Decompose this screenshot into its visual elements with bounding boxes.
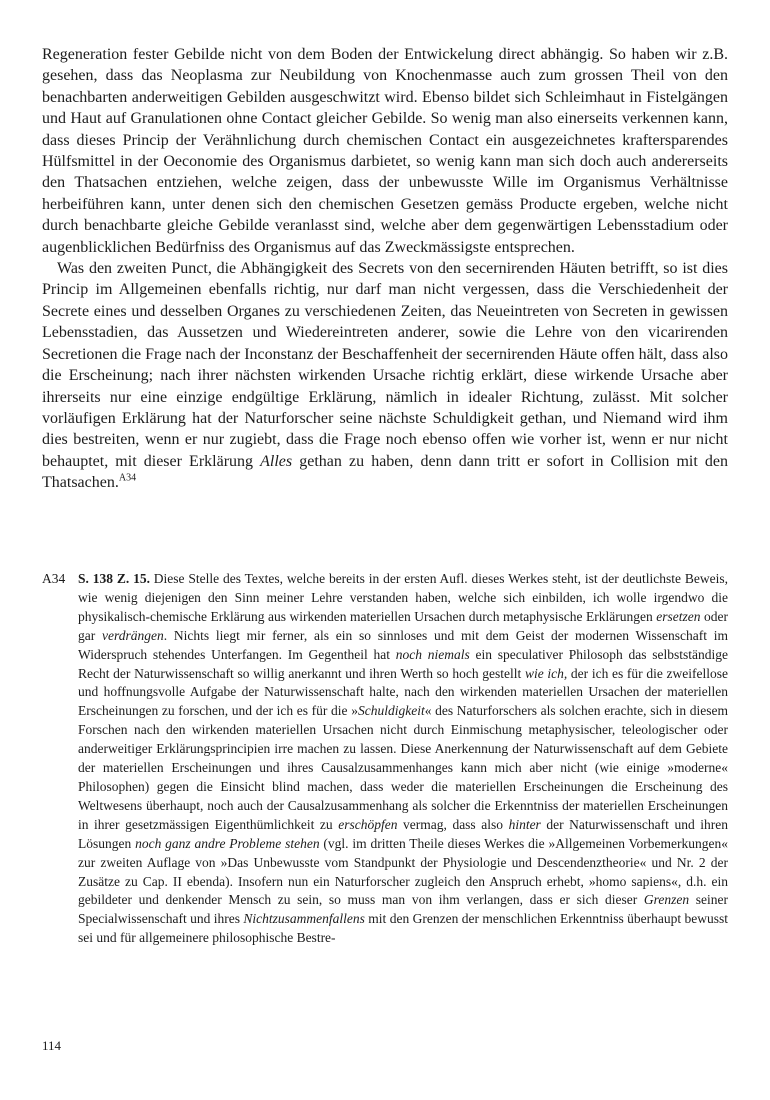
text-run: . Nichts liegt mir ferner, als ein so sinnloses und mit dem Geist der modernen Wissenschaft im Widerspruch stehendes Unterfangen. Im Gegentheil hat	[78, 627, 728, 662]
text-run: Schuldigkeit	[357, 703, 425, 719]
text-run: oder gar	[78, 608, 728, 643]
text-run: erschöpfen	[338, 816, 398, 832]
text-run: der Naturwissenschaft und ihren Lösungen	[78, 816, 728, 851]
text-run: seiner Specialwissenschaft und ihres	[78, 892, 728, 927]
text-run: vermag, dass also	[397, 816, 509, 832]
text-run: der ich es für die zweifellose und hoffnungsvolle Aufgabe der Naturwissenschaft halte, nach den wirkenden materiellen Ursachen der materiellen Erscheinungen zu forschen, und der ich es für die »	[78, 665, 728, 719]
body-paragraph	[42, 258, 728, 493]
text-run: ein speculativer Philosoph das selbstständige Recht der Naturwissenschaft so willig anerkannt und ihren Werth so hoch gestellt	[78, 646, 728, 681]
annotation-label: A34	[42, 571, 66, 586]
text-run: Grenzen	[643, 892, 690, 908]
text-run: verdrängen	[102, 627, 164, 643]
text-run: Nichtzusammenfallens	[243, 911, 365, 927]
annotation-text	[78, 570, 728, 948]
text-run: S. 138 Z. 15.	[78, 571, 150, 586]
text-run: (vgl. im dritten Theile dieses Werkes die »Allgemeinen Vorbemerkungen« zur zweiten Auflage von »Das Unbewusste vom Standpunkt der Physiologie und Descendenztheorie« und Nr. 2 der Zusätze zu Cap. II ebenda). Insofern nun ein Naturforscher zugleich den Anspruch erhebt, »homo sapiens«, d.h. ein gebildeter und denkender Mensch zu sein, so muss man von ihm verlangen, dass er sich dieser	[78, 835, 728, 908]
text-run: Diese Stelle des Textes, welche bereits in der ersten Aufl. dieses Werkes steht, ist der deutlichste Beweis, wie wenig diejenigen den Sinn meiner Lehre verstanden haben, welche sich einbilden, ich wolle irgendwo die physikalisch-chemische Erklärung aus wirkenden materiellen Ursachen durch metaphysische Erklärungen	[78, 571, 728, 624]
text-run: Was den zweiten Punct, die Abhängigkeit des Secrets von den secernirenden Häuten betrifft, so ist dies Princip im Allgemeinen ebenfalls richtig, nur darf man nicht vergessen, dass die Verschiedenheit der Secrete eines und desselben Organes zu verschiedenen Zeiten, das Neueintreten von Secreten in gewissen Lebensstadien, das Aussetzen und Wiedereintreten anderer, sowie die Lehre von den vicarirenden Secretionen die Frage nach der Inconstanz der Beschaffenheit der secernirenden Häute offen hält, dass also die Erscheinung; nach ihrer nächsten wirkenden Ursache richtig erklärt, diese wirkende Ursache aber ihrerseits nur eine einzige endgültige Erklärung, nämlich in idealer Richtung, zulässt. Mit solcher vorläufigen Erklärung hat der Naturforscher seine nächste Schuldigkeit gethan, und Niemand wird ihm dies bestreiten, wenn er nur zugiebt, dass die Frage noch ebenso offen wie vorher ist, wenn er nur nicht behauptet, mit dieser Erklärung	[42, 260, 728, 470]
text-run: « des Naturforschers als solchen erachte, sich in diesem Forschen nach den wirkenden materiellen Ursachen nicht durch Einmischung metaphysischer, teleologischer oder anderweitiger Erklärungsprincipien irre machen zu lassen. Diese Anerkennung der Naturwissenschaft auf dem Gebiete der materiellen Erscheinungen und ihres Causalzusammenhanges kann mich aber nicht (wie einige »moderne« Philosophen) gegen die Einsicht blind machen, dass weder die materiellen Erscheinungen die Erscheinung des Weltwesens überhaupt, noch auch der Causalzusammenhang als solcher die Erkenntniss der materiellen Erscheinungen in ihrer gesetzmässigen Eigenthümlichkeit zu	[78, 703, 728, 832]
text-run: noch ganz andre Probleme stehen	[135, 835, 320, 851]
page-number: 114	[42, 1038, 62, 1053]
text-run: Regeneration fester Gebilde nicht von dem Boden der Entwickelung direct abhängig. So haben wir z.B. gesehen, dass das Neoplasma zur Neubildung von Knochenmasse auch zum grossen Theil von den benachbarten anderweitigen Gebilden ausgeschwitzt wird. Ebenso bildet sich Schleimhaut in Fistelgängen und Haut auf Granulationen ohne Contact gleicher Gebilde. So wenig man also einerseits verkennen kann, dass dieses Princip der Verähnlichung durch chemischen Contact ein ausgezeichnetes kraftersparendes Hülfsmittel in der Oeconomie des Organismus darbietet, so wenig kann man sich doch auch andererseits den Thatsachen entziehen, welche zeigen, dass der unbewusste Wille im Organismus Verhältnisse herbeiführen kann, unter denen sich den chemischen Gesetzen gemäss Producte ergeben, welche nicht durch benachbarte gleiche Gebilde veranlasst sind, welche aber dem gegenwärtigen Lebensstadium oder augenblicklichen Bedürfniss des Organismus auf das Zweckmässigste entsprechen.	[42, 46, 728, 256]
text-run: mit den Grenzen der menschlichen Erkenntniss überhaupt bewusst sei und für allgemeinere philosophische Bestre-	[78, 911, 728, 946]
body-paragraph	[42, 44, 728, 258]
text-run: gethan zu haben, denn dann tritt er sofort in Collision mit den Thatsachen.	[42, 452, 728, 492]
text-run: noch niemals	[395, 646, 470, 662]
main-text-block	[42, 44, 728, 494]
text-run: ersetzen	[656, 608, 701, 624]
text-run: wie ich,	[524, 665, 568, 681]
text-run: hinter	[508, 816, 541, 832]
text-run: Alles	[260, 452, 293, 470]
text-run: A34	[118, 472, 137, 484]
annotation-block	[42, 570, 728, 948]
